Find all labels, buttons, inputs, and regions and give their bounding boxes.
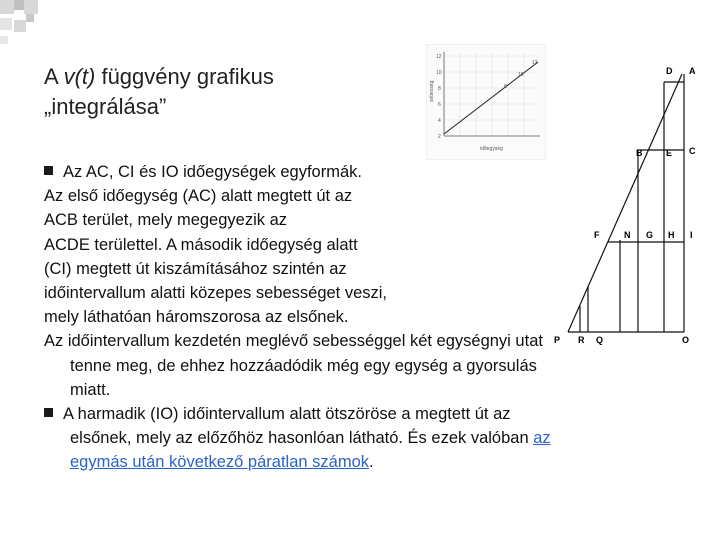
point-label-h: H: [668, 230, 675, 240]
graph-x-label: időegység: [480, 146, 503, 152]
text-line: időintervallum alatti közepes sebességet veszi,: [44, 284, 388, 303]
text-line: ACDE területtel. A második időegység alatt: [44, 235, 358, 254]
square-bullet-icon: [44, 166, 53, 175]
graph-point-label: 8: [504, 84, 507, 90]
decor-square: [0, 36, 8, 44]
point-label-n: N: [624, 230, 631, 240]
point-label-a: A: [689, 66, 696, 76]
graph-y-tick: 2: [438, 134, 441, 140]
graph-y-tick: 8: [438, 86, 441, 92]
graph-y-tick: 12: [436, 54, 442, 60]
point-label-b: B: [636, 148, 643, 158]
text-line: (CI) megtett út kiszámításához szintén az: [44, 259, 347, 278]
text-line: Az első időegység (AC) alatt megtett út az: [44, 187, 353, 206]
decor-square: [14, 20, 26, 32]
graph-y-tick: 6: [438, 102, 441, 108]
text-line: elsőnek, mely az előzőhöz hasonlóan látható. És ezek valóban az: [70, 429, 551, 448]
point-label-f: F: [594, 230, 600, 240]
decor-square: [14, 0, 24, 10]
text-line: tenne meg, de ehhez hozzáadódik még egy egység a gyorsulás: [70, 356, 537, 375]
text-line: ACB terület, mely megegyezik az: [44, 211, 288, 230]
odd-numbers-link[interactable]: az: [533, 429, 551, 448]
point-label-r: R: [578, 335, 585, 345]
velocity-graph-thumbnail: [426, 44, 546, 160]
title-line1: A v(t) függvény grafikus: [44, 64, 274, 89]
text-line: miatt.: [70, 380, 111, 399]
page-title: [44, 62, 404, 122]
decor-square: [0, 18, 12, 30]
graph-y-tick: 10: [436, 70, 442, 76]
graph-point-label: 10: [518, 72, 524, 78]
point-label-g: G: [646, 230, 654, 240]
body-text: [44, 160, 684, 475]
text-line: Az időintervallum kezdetén meglévő sebességgel két egységnyi utat: [44, 332, 543, 351]
point-label-q: Q: [596, 335, 604, 345]
graph-point-label: 12: [532, 60, 538, 66]
decor-square: [0, 0, 14, 14]
point-label-d: D: [666, 66, 673, 76]
point-label-c: C: [689, 146, 696, 156]
text-line: mely láthatóan háromszorosa az elsőnek.: [44, 308, 349, 327]
bullet-item-2: A harmadik (IO) időintervallum alatt ötszöröse a megtett út az: [44, 402, 684, 426]
decor-square: [26, 14, 34, 22]
point-label-i: I: [690, 230, 693, 240]
point-label-e: E: [666, 148, 673, 158]
point-label-p: P: [554, 335, 561, 345]
title-line2: „integrálása”: [44, 94, 167, 119]
square-bullet-icon: [44, 408, 53, 417]
graph-y-label: sebesség: [429, 80, 435, 102]
bullet-item-1: Az AC, CI és IO időegységek egyformák.: [44, 160, 684, 184]
graph-y-tick: 4: [438, 118, 441, 124]
odd-numbers-link-cont[interactable]: egymás után következő páratlan számok: [70, 453, 369, 472]
decor-square: [24, 0, 38, 14]
point-label-o: O: [682, 335, 690, 345]
text-line: egymás után következő páratlan számok.: [70, 453, 374, 472]
